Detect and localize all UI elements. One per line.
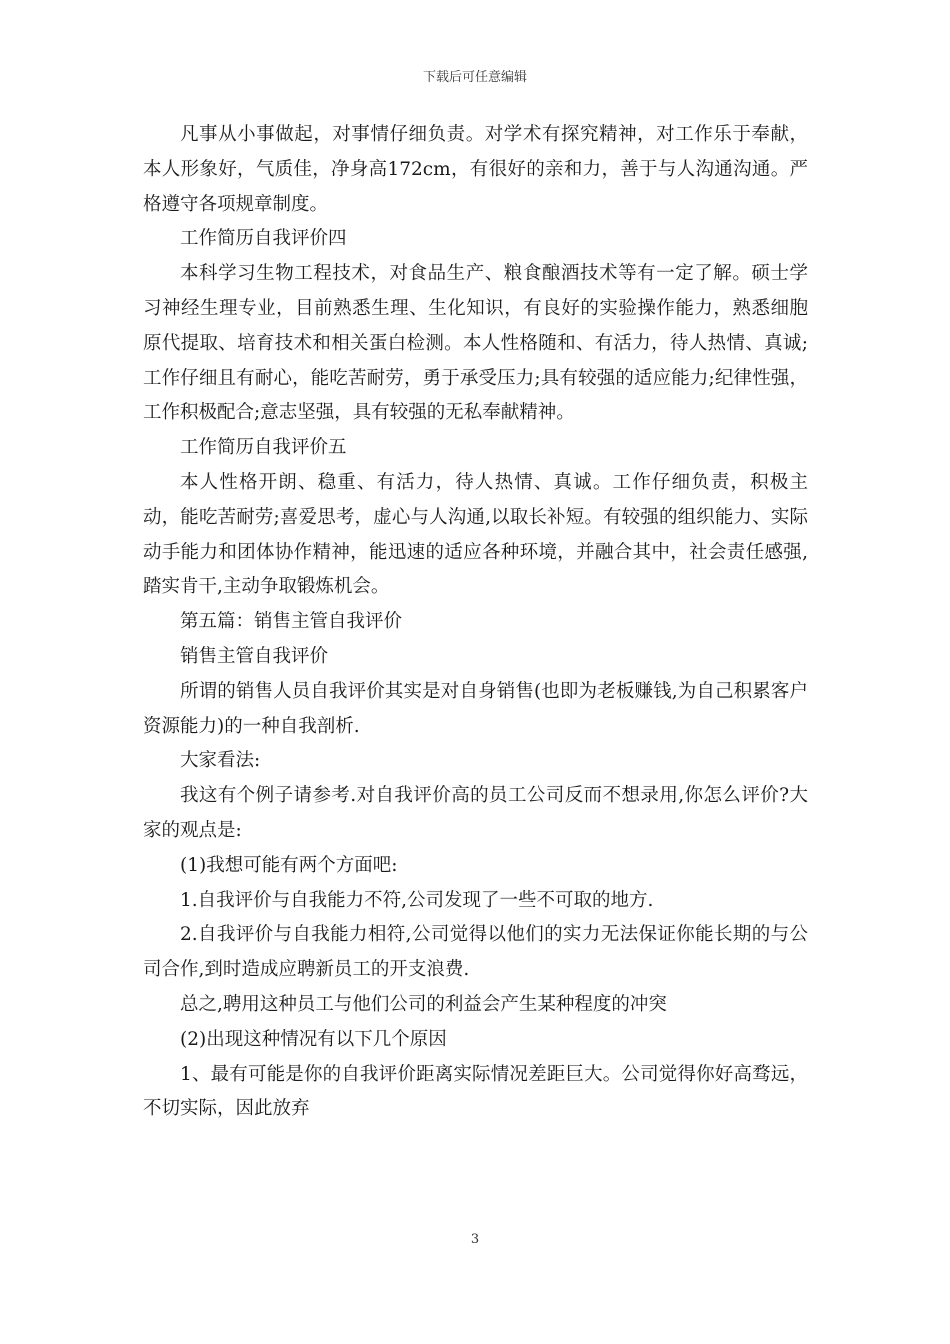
section-heading: 销售主管自我评价 [180,645,329,667]
paragraph: 总之,聘用这种员工与他们公司的利益会产生某种程度的冲突 [180,993,667,1015]
chapter-heading: 第五篇：销售主管自我评价 [180,611,403,633]
paragraph: (1)我想可能有两个方面吧: [180,854,398,876]
paragraph: 本科学习生物工程技术，对食品生产、粮食酿酒技术等有一定了解。硕士学习神经生理专业，目前熟悉生理、生化知识，有良好的实验操作能力，熟悉细胞原代提取、培育技术和相关蛋白检测。本人性格随和、有活力，待人热情、真诚;工作仔细且有耐心，能吃苦耐劳，勇于承受压力;具有较强的适应能力;纪律性强，工作积极配合;意志坚强，具有较强的无私奉献精神。 [143,263,808,424]
paragraph: 我这有个例子请参考.对自我评价高的员工公司反而不想录用,你怎么评价?大家的观点是: [143,785,808,841]
paragraph: 凡事从小事做起，对事情仔细负责。对学术有探究精神，对工作乐于奉献，本人形象好，气质佳，净身高172cm，有很好的亲和力，善于与人沟通沟通。严格遵守各项规章制度。 [143,124,808,215]
document-body [143,118,808,1127]
paragraph: (2)出现这种情况有以下几个原因 [180,1028,447,1050]
section-heading: 工作简历自我评价五 [180,437,347,459]
list-item: 2.自我评价与自我能力相符,公司觉得以他们的实力无法保证你能长期的与公司合作,到时造成应聘新员工的开支浪费. [143,924,808,981]
paragraph: 所谓的销售人员自我评价其实是对自身销售(也即为老板赚钱,为自己积累客户资源能力)的一种自我剖析. [143,680,808,737]
section-heading: 工作简历自我评价四 [180,228,347,250]
list-item: 1、最有可能是你的自我评价距离实际情况差距巨大。公司觉得你好高骛远，不切实际，因此放弃 [143,1063,808,1120]
paragraph: 大家看法: [180,750,261,772]
page-header: 下载后可任意编辑 [422,70,527,85]
list-item: 1.自我评价与自我能力不符,公司发现了一些不可取的地方. [180,889,654,911]
paragraph: 本人性格开朗、稳重、有活力，待人热情、真诚。工作仔细负责，积极主动，能吃苦耐劳;喜爱思考，虚心与人沟通,以取长补短。有较强的组织能力、实际动手能力和团体协作精神，能迅速的适应各种环境，并融合其中，社会责任感强,踏实肯干,主动争取锻炼机会。 [143,471,808,598]
page-number: 3 [470,1232,480,1247]
